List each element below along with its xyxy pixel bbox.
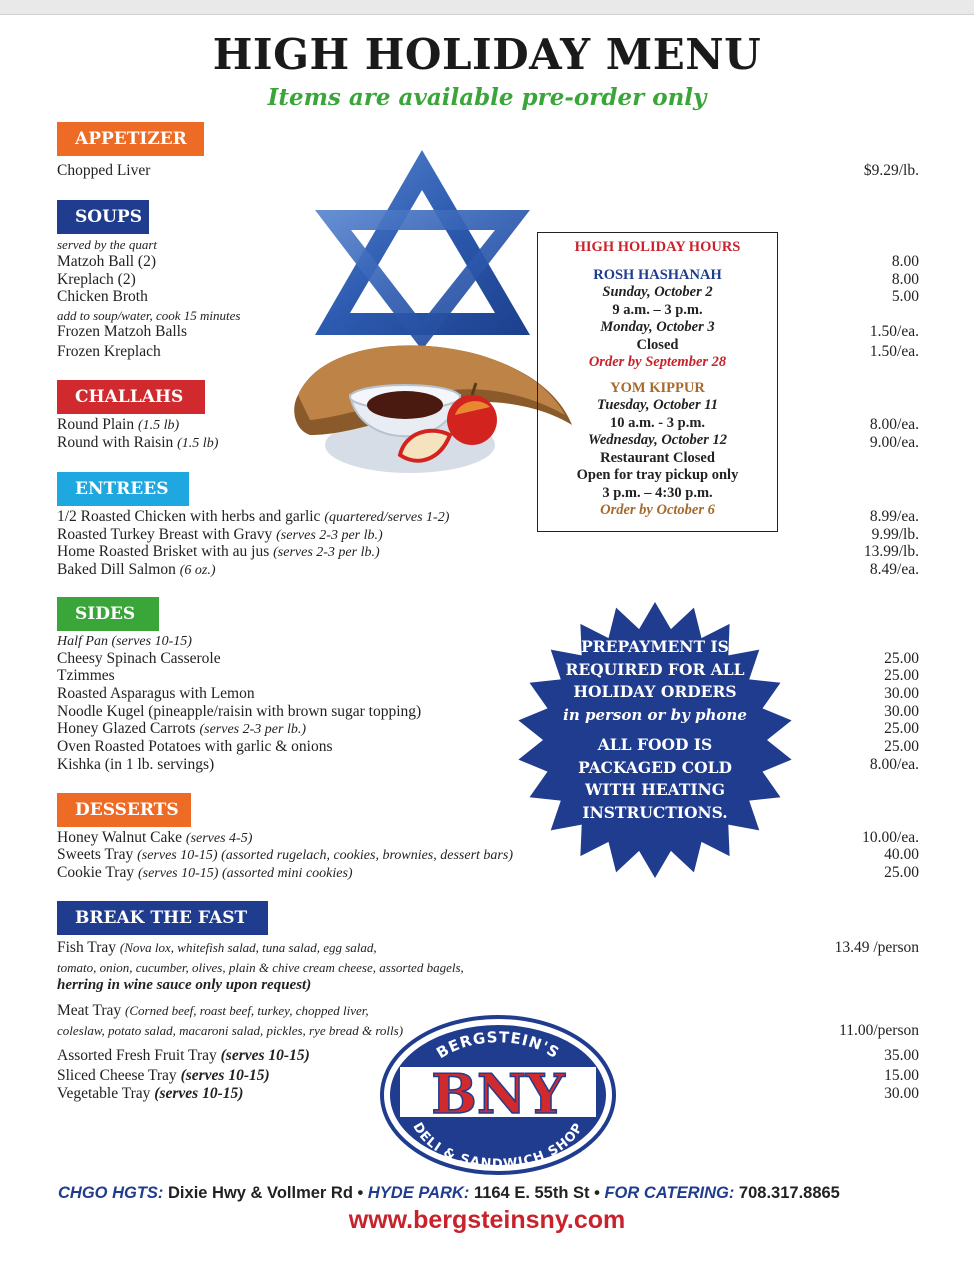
hours-day: Monday, October 3 xyxy=(600,319,715,335)
hours-day: Tuesday, October 11 xyxy=(597,397,718,413)
yom-kippur-heading: YOM KIPPUR xyxy=(610,379,705,396)
section-header-appetizer: APPETIZER xyxy=(57,122,204,156)
section-header-desserts: DESSERTS xyxy=(57,793,191,827)
star-of-david-icon xyxy=(315,150,530,350)
page-subtitle: Items are available pre-order only xyxy=(267,84,707,111)
hours-time: 3 p.m. – 4:30 p.m. xyxy=(602,484,713,501)
section-header-soups: SOUPS xyxy=(57,200,149,234)
website-link[interactable]: www.bergsteinsny.com xyxy=(348,1206,626,1234)
holiday-hours-box xyxy=(537,232,778,532)
hours-closed: Restaurant Closed xyxy=(600,449,715,466)
page-top-bar xyxy=(0,0,974,15)
hours-title: HIGH HOLIDAY HOURS xyxy=(574,239,741,255)
catering-phone[interactable]: 708.317.8865 xyxy=(738,1184,840,1202)
rosh-hashanah-heading: ROSH HASHANAH xyxy=(593,266,722,283)
hours-closed: Closed xyxy=(636,336,679,353)
section-header-challahs: CHALLAHS xyxy=(57,380,205,414)
bergsteins-bny-logo xyxy=(380,1015,616,1175)
page-title: HIGH HOLIDAY MENU xyxy=(212,30,762,79)
section-header-break-the-fast: BREAK THE FAST xyxy=(57,901,268,935)
section-header-sides: SIDES xyxy=(57,597,159,631)
item-name: Chopped Liver xyxy=(57,162,151,179)
order-deadline: Order by September 28 xyxy=(588,354,727,370)
order-deadline: Order by October 6 xyxy=(600,502,715,518)
hours-day: Wednesday, October 12 xyxy=(588,432,727,448)
hours-time: 9 a.m. – 3 p.m. xyxy=(612,301,703,318)
footer-locations: CHGO HGTS: Dixie Hwy & Vollmer Rd • HYDE PARK: 1164 E. 55th St • FOR CATERING: 708.317.8865 xyxy=(58,1184,840,1202)
prepayment-notice: PREPAYMENT IS REQUIRED FOR ALL HOLIDAY ORDERS in person or by phone ALL FOOD IS PACKAGED COLD WITH HEATING INSTRUCTIONS. xyxy=(563,637,747,822)
hours-note: Open for tray pickup only xyxy=(576,467,739,483)
svg-text:DELI & SANDWICH SHOP: DELI & SANDWICH SHOP xyxy=(409,1120,587,1173)
hours-day: Sunday, October 2 xyxy=(602,284,713,300)
hours-time: 10 a.m. - 3 p.m. xyxy=(609,414,706,431)
svg-text:BERGSTEIN'S: BERGSTEIN'S xyxy=(433,1028,563,1063)
item-price: $9.29/lb. xyxy=(863,162,919,179)
section-header-entrees: ENTREES xyxy=(57,472,189,506)
svg-text:BNY: BNY xyxy=(431,1062,565,1126)
